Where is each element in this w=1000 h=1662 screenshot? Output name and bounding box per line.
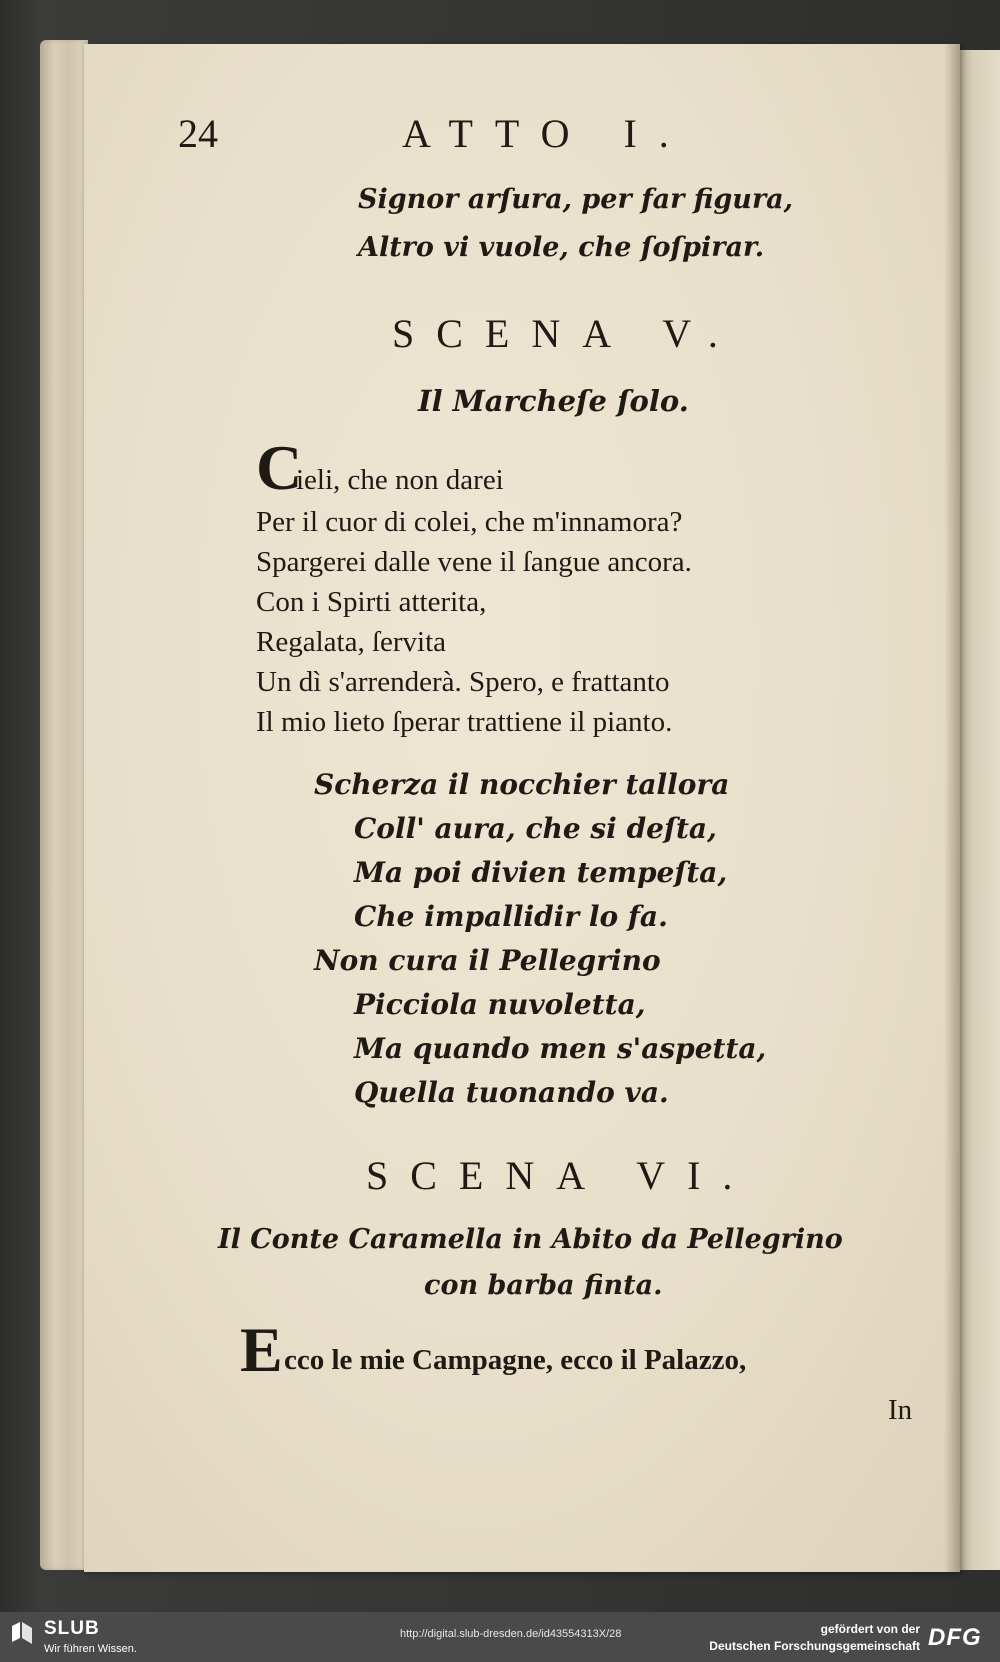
verse-line: cco le mie Campagne, ecco il Palazzo, bbox=[284, 1344, 747, 1376]
library-name[interactable]: SLUB bbox=[44, 1618, 100, 1639]
verse-line: Il mio lieto ſperar trattiene il pianto. bbox=[256, 706, 673, 738]
scene-characters: con barba finta. bbox=[424, 1270, 663, 1301]
verse-line: ieli, che non darei bbox=[296, 464, 504, 496]
verse-line: Spargerei dalle vene il ſangue ancora. bbox=[256, 546, 692, 578]
aria-line: Signor arſura, per far figura, bbox=[358, 184, 794, 215]
gutter-shadow bbox=[944, 44, 960, 1572]
drop-cap: E bbox=[240, 1314, 283, 1385]
book-page bbox=[84, 44, 960, 1572]
aria-line: Ma quando men s'aspetta, bbox=[354, 1032, 767, 1065]
facing-page-edge bbox=[955, 50, 1000, 1570]
verse-line: Regalata, ſervita bbox=[256, 626, 447, 658]
library-motto: Wir führen Wissen. bbox=[44, 1643, 137, 1655]
aria-line: Non cura il Pellegrino bbox=[314, 944, 661, 977]
aria-line: Coll' aura, che si deſta, bbox=[354, 812, 717, 845]
catchword: In bbox=[888, 1394, 913, 1426]
page-stack-edge bbox=[40, 40, 88, 1570]
scene-characters: Il Marcheſe ſolo. bbox=[418, 384, 689, 418]
aria-line: Quella tuonando va. bbox=[354, 1076, 669, 1109]
page-number: 24 bbox=[178, 111, 218, 156]
dfg-logo-icon[interactable]: DFG bbox=[928, 1624, 982, 1651]
permalink[interactable]: http://digital.slub-dresden.de/id43554313X/28 bbox=[400, 1628, 622, 1640]
scene-characters: Il Conte Caramella in Abito da Pellegrino bbox=[218, 1224, 843, 1255]
scene-title: SCENA V. bbox=[392, 311, 740, 356]
aria-line: Altro vi vuole, che ſoſpirar. bbox=[358, 232, 765, 263]
aria-line: Che impallidir lo fa. bbox=[354, 900, 668, 933]
funding-line: Deutschen Forschungsgemeinschaft bbox=[709, 1639, 920, 1653]
scene-title: SCENA VI. bbox=[366, 1153, 755, 1198]
verse-line: Per il cuor di colei, che m'innamora? bbox=[256, 506, 683, 538]
funding-line: gefördert von der bbox=[820, 1622, 920, 1636]
verse-line: Con i Spirti atterita, bbox=[256, 586, 487, 618]
verse-line: Un dì s'arrenderà. Spero, e frattanto bbox=[256, 666, 670, 698]
slub-logo-icon[interactable] bbox=[8, 1618, 38, 1648]
aria-line: Picciola nuvoletta, bbox=[354, 988, 646, 1021]
aria-line: Scherza il nocchier tallora bbox=[314, 768, 730, 801]
viewer-footer bbox=[0, 1612, 1000, 1662]
aria-line: Ma poi divien tempeſta, bbox=[354, 856, 728, 889]
drop-cap: C bbox=[256, 432, 303, 503]
running-head: ATTO I. bbox=[402, 111, 691, 156]
